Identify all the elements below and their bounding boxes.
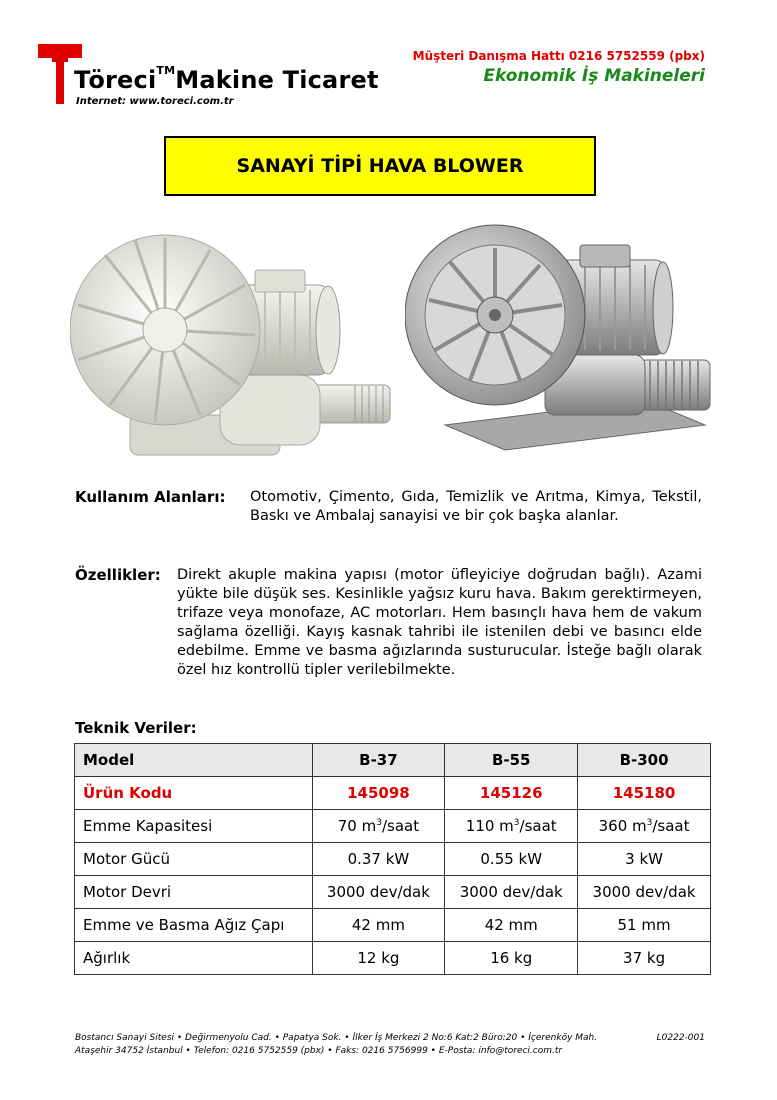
cell-superscript: 3 — [646, 818, 653, 828]
table-cell: 16 kg — [445, 942, 578, 975]
table-cell: 0.37 kW — [312, 843, 445, 876]
table-row — [75, 843, 711, 876]
hotline-text: Müşteri Danışma Hattı 0216 5752559 (pbx) — [412, 49, 705, 63]
cell-superscript: 3 — [376, 818, 382, 828]
slogan-text: Ekonomik İş Makineleri — [483, 66, 705, 86]
table-header-row — [75, 744, 711, 777]
tech-data-label: Teknik Veriler: — [75, 719, 197, 737]
footer-contact-line: Ataşehir 34752 İstanbul • Telefon: 0216 5752559 (pbx) • Faks: 0216 5756999 • E-Posta: info@toreci.com.tr — [75, 1046, 563, 1056]
table-cell: Ürün Kodu — [75, 777, 313, 810]
table-row — [75, 942, 711, 975]
brand-suffix: Makine Ticaret — [175, 66, 379, 94]
cell-value: 70 m — [337, 817, 377, 835]
table-cell: 3000 dev/dak — [312, 876, 445, 909]
table-cell: 51 mm — [578, 909, 711, 942]
table-header-cell: B-55 — [445, 744, 578, 777]
table-header-cell: Model — [75, 744, 313, 777]
usage-label: Kullanım Alanları: — [75, 488, 226, 506]
table-cell: 42 mm — [445, 909, 578, 942]
white-blower-image — [70, 210, 400, 470]
features-text: Direkt akuple makina yapısı (motor üfleyiciye doğrudan bağlı). Azami yükte bile düşük ses. Kesinlikle yağsız kuru hava. Bakım gerektirmeyen, trifaze veya monofaze, AC motorları. Hem basınçlı hava hem de vakum sağlama özelliği. Kayış kasnak tahribi ile istenilen debi ve basıncı elde edebilme. Emme ve basma ağızlarında susturucular. İsteğe bağlı olarak özel hız kontrollü tipler verilebilmekte. — [177, 567, 702, 678]
table-cell — [578, 810, 711, 843]
spec-table — [74, 743, 711, 975]
table-cell: 37 kg — [578, 942, 711, 975]
cell-unit: /saat — [381, 817, 420, 835]
cell-unit: /saat — [519, 817, 557, 835]
table-header-cell: B-37 — [312, 744, 445, 777]
table-cell: Emme ve Basma Ağız Çapı — [75, 909, 313, 942]
table-cell: 3 kW — [578, 843, 711, 876]
title-box — [164, 136, 596, 196]
table-row-product-code — [75, 777, 711, 810]
trademark: TM — [156, 64, 176, 77]
table-row — [75, 909, 711, 942]
table-cell: 3000 dev/dak — [578, 876, 711, 909]
page-title: SANAYİ TİPİ HAVA BLOWER — [236, 155, 524, 177]
document-code: L0222-001 — [656, 1033, 705, 1043]
features-label: Özellikler: — [75, 566, 161, 584]
table-cell: 145180 — [578, 777, 711, 810]
table-cell: Motor Devri — [75, 876, 313, 909]
cell-superscript: 3 — [513, 818, 520, 828]
cell-value: 110 m — [465, 817, 514, 835]
usage-text: Otomotiv, Çimento, Gıda, Temizlik ve Arıtma, Kimya, Tekstil, Baskı ve Ambalaj sanayisi ve bir çok başka alanlar. — [250, 489, 702, 524]
brand-name-text: Töreci — [74, 66, 157, 94]
table-cell — [312, 810, 445, 843]
cell-unit: /saat — [652, 817, 690, 835]
table-cell: 12 kg — [312, 942, 445, 975]
table-cell — [445, 810, 578, 843]
table-cell: 0.55 kW — [445, 843, 578, 876]
footer — [75, 1032, 705, 1058]
table-cell: 42 mm — [312, 909, 445, 942]
table-cell: Emme Kapasitesi — [75, 810, 313, 843]
aluminium-blower-image — [405, 200, 715, 460]
table-header-cell: B-300 — [578, 744, 711, 777]
table-cell: 3000 dev/dak — [445, 876, 578, 909]
table-cell: Ağırlık — [75, 942, 313, 975]
footer-address-line: Bostancı Sanayi Sitesi • Değirmenyolu Cad. • Papatya Sok. • İlker İş Merkezi 2 No:6 Kat:2 Büro:20 • İçerenköy Mah. — [75, 1033, 598, 1043]
table-row — [75, 876, 711, 909]
cell-value: 360 m — [598, 817, 647, 835]
table-cell: 145098 — [312, 777, 445, 810]
table-row — [75, 810, 711, 843]
company-logo — [38, 44, 379, 114]
brand-name — [74, 66, 379, 94]
table-cell: 145126 — [445, 777, 578, 810]
website-text: Internet: www.toreci.com.tr — [76, 96, 234, 107]
table-cell: Motor Gücü — [75, 843, 313, 876]
